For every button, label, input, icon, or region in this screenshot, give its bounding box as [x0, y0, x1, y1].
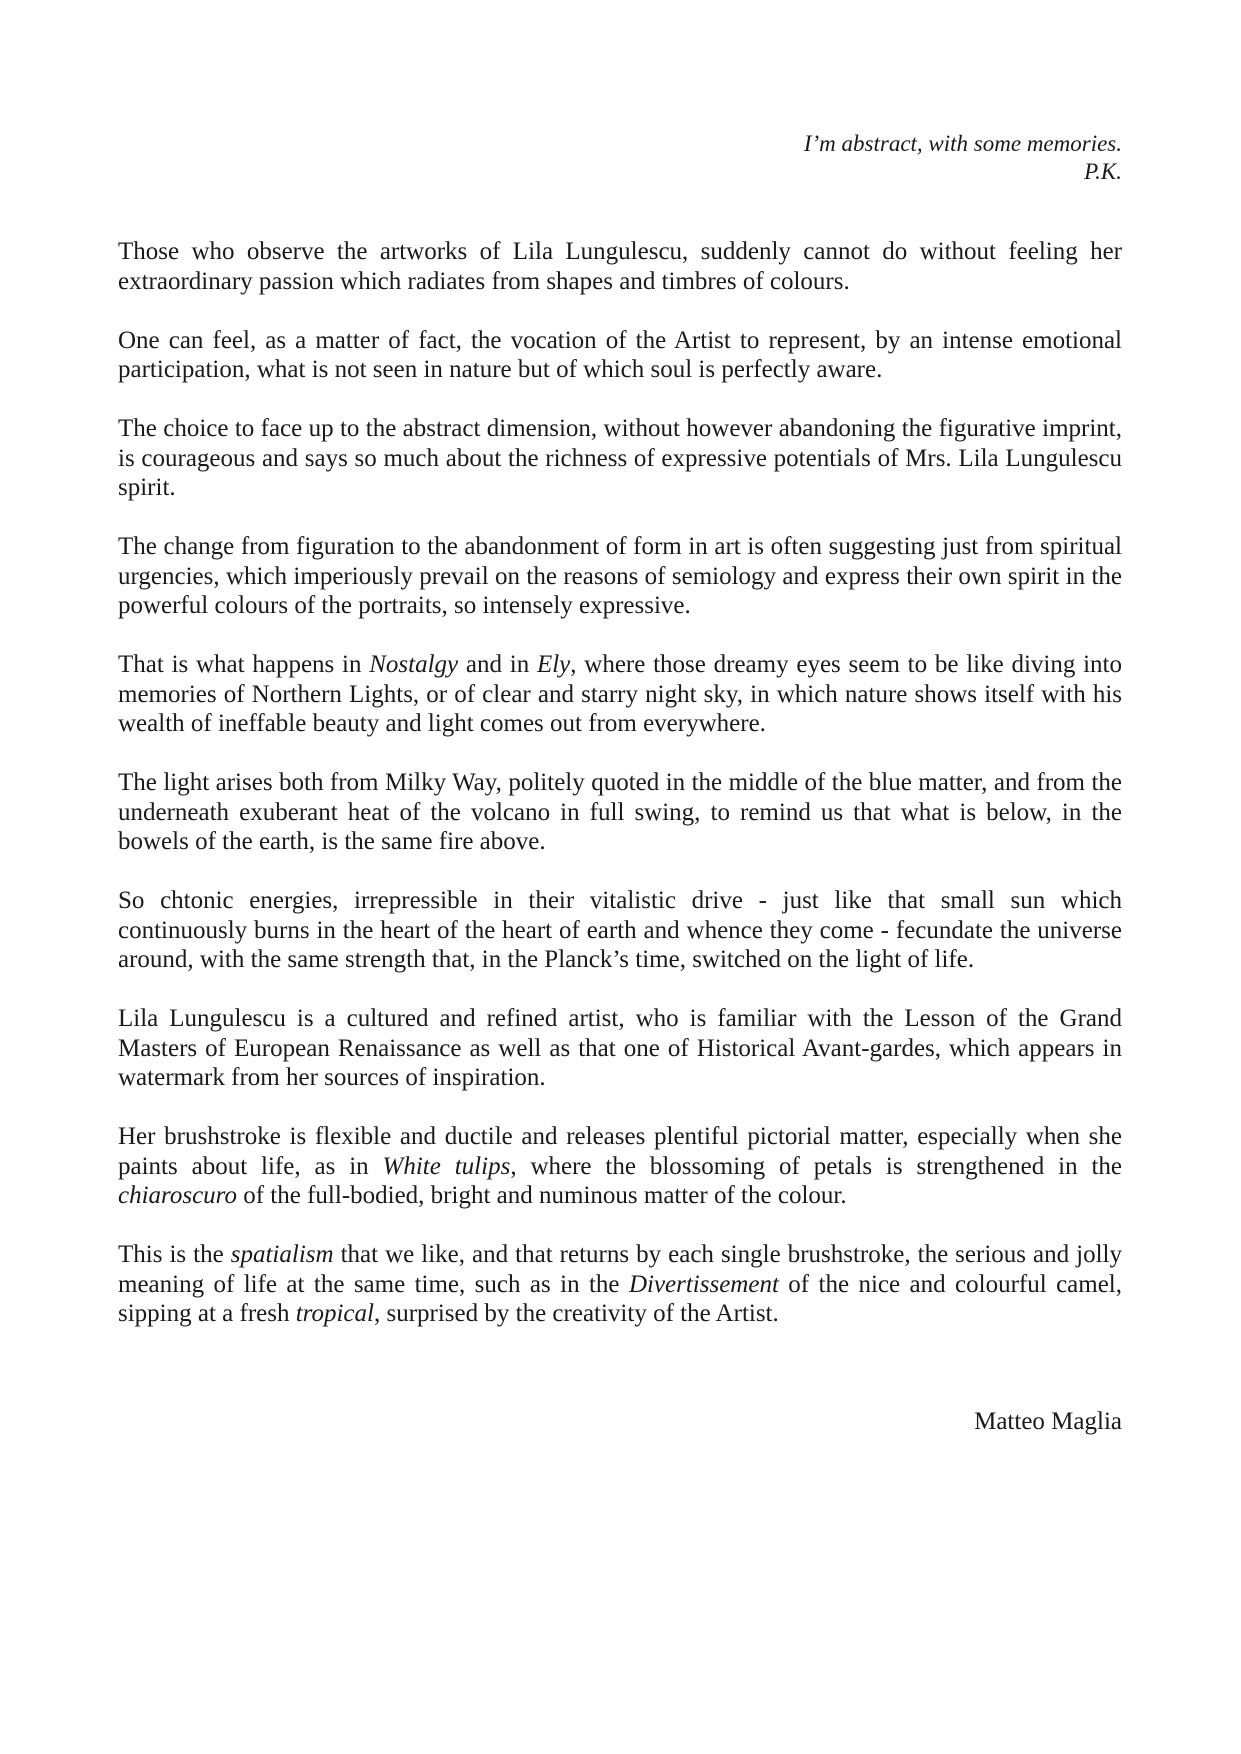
text-run: , where the blossoming of petals is strengthened in the	[510, 1152, 1122, 1180]
epigraph	[522, 130, 1122, 186]
text-run: , surprised by the creativity of the Artist.	[373, 1300, 779, 1327]
paragraph	[118, 1240, 1122, 1329]
paragraph	[118, 414, 1122, 503]
text-run: Those who observe the artworks of Lila Lungulescu, suddenly cannot do without feeling her extraordinary passion which radiates from shapes and timbres of colours.	[118, 238, 1122, 295]
italic-term: chiaroscuro	[118, 1182, 237, 1209]
text-run: Lila Lungulescu is a cultured and refined artist, who is familiar with the Lesson of the Grand Masters of European Renaissance as well as that one of Historical Avant-gardes, which appears in watermark from her sources of inspiration.	[118, 1005, 1122, 1091]
text-run: of the full-bodied, bright and numinous matter of the colour.	[236, 1182, 847, 1209]
paragraph	[118, 768, 1122, 857]
epigraph-quote: I’m abstract, with some memories.	[803, 131, 1122, 156]
signature: Matteo Maglia	[974, 1408, 1122, 1435]
italic-term: tropical	[295, 1300, 374, 1327]
italic-term: Nostalgy	[369, 651, 459, 678]
text-run: , where those dreamy eyes seem to be like diving into memories of Northern Lights, or of clear and starry night sky, in which nature shows itself with his wealth of ineffable beauty and light comes out from everywhere.	[118, 651, 1122, 737]
text-run: that we like, and that returns by each single brushstroke, the serious and jolly meaning of life at the same time, such as in the	[118, 1241, 1122, 1298]
text-run: and in	[458, 651, 537, 678]
paragraph	[118, 886, 1122, 975]
italic-term: Ely	[536, 651, 571, 678]
paragraph	[118, 237, 1122, 296]
italic-term: White tulips	[382, 1152, 511, 1180]
text-run: The choice to face up to the abstract dimension, without however abandoning the figurative imprint, is courageous and says so much about the richness of expressive potentials of Mrs. Lila Lungulescu spirit.	[118, 415, 1122, 501]
text-run: One can feel, as a matter of fact, the vocation of the Artist to represent, by an intense emotional participation, what is not seen in nature but of which soul is perfectly aware.	[118, 326, 1122, 383]
text-run: The change from figuration to the abandonment of form in art is often suggesting just from spiritual urgencies, which imperiously prevail on the reasons of semiology and express their own spirit in the powerful colours of the portraits, so intensely expressive.	[118, 533, 1122, 619]
epigraph-attribution: P.K.	[1084, 159, 1122, 184]
text-run: of the nice and colourful camel, sipping at a fresh	[118, 1270, 1122, 1327]
paragraph	[118, 326, 1122, 385]
text-run: This is the	[118, 1241, 231, 1268]
paragraph	[118, 650, 1122, 739]
text-run: That is what happens in	[118, 651, 370, 678]
text-run: Her brushstroke is flexible and ductile and releases plentiful pictorial matter, especially when she paints about life, as in	[118, 1123, 1122, 1180]
italic-term: spatialism	[230, 1241, 334, 1268]
text-run: The light arises both from Milky Way, politely quoted in the middle of the blue matter, and from the underneath exuberant heat of the volcano in full swing, to remind us that what is below, in the bowels of the earth, is the same fire above.	[118, 769, 1122, 855]
paragraph	[118, 532, 1122, 621]
paragraph	[118, 1122, 1122, 1211]
italic-term: Divertissement	[628, 1270, 779, 1298]
paragraph	[118, 1004, 1122, 1093]
text-run: So chtonic energies, irrepressible in their vitalistic drive - just like that small sun which continuously burns in the heart of the heart of earth and whence they come - fecundate the universe around, with the same strength that, in the Planck’s time, switched on the light of life.	[118, 887, 1122, 973]
document-body	[118, 237, 1122, 1358]
